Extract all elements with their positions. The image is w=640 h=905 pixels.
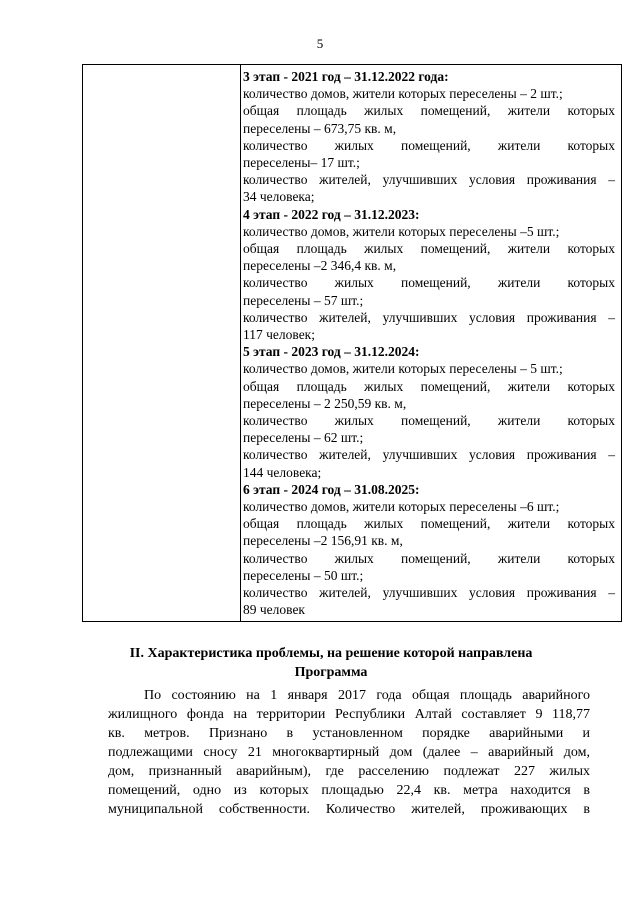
stage-line: переселены –2 156,91 кв. м, [243, 533, 403, 549]
stage-line: количество жилых помещений, жители которых [243, 275, 615, 291]
stage-line: 117 человек; [243, 327, 315, 343]
stage-line: 34 человека; [243, 189, 315, 205]
stage-line: 144 человека; [243, 464, 322, 480]
stages-table [82, 64, 622, 622]
stage-line: переселены – 673,75 кв. м, [243, 120, 397, 136]
stage-line: переселены – 57 шт.; [243, 292, 364, 308]
stage-line: переселены – 62 шт.; [243, 430, 364, 446]
stage-line: количество домов, жители которых переселены – 2 шт.; [243, 86, 563, 102]
paragraph-line: жилищного фонда на территории Республики Алтай составляет 9 118,77 [108, 707, 590, 722]
stage-line: количество жилых помещений, жители которых [243, 550, 615, 566]
stage-line: общая площадь жилых помещений, жители которых [243, 378, 615, 394]
paragraph-line: подлежащими сносу 21 многоквартирный дом (далее – аварийный дом, [108, 745, 590, 760]
section-heading-line2: Программа [294, 665, 368, 680]
paragraph-line: кв. метров. Признано в установленном порядке аварийными и [108, 726, 590, 741]
stage-line: переселены – 50 шт.; [243, 567, 364, 583]
section-heading-line1: II. Характеристика проблемы, на решение которой направлена [129, 646, 533, 661]
paragraph-line: По состоянию на 1 января 2017 года общая площадь аварийного [144, 688, 590, 703]
stage-line: количество жителей, улучшивших условия проживания – [243, 585, 615, 601]
stage-title: 3 этап - 2021 год – 31.12.2022 года: [243, 69, 449, 84]
stage-line: общая площадь жилых помещений, жители которых [243, 241, 615, 257]
stage-line: количество жителей, улучшивших условия проживания – [243, 309, 615, 325]
stage-title: 4 этап - 2022 год – 31.12.2023: [243, 206, 420, 222]
stage-line: общая площадь жилых помещений, жители которых [243, 103, 615, 119]
stage-line: общая площадь жилых помещений, жители которых [243, 516, 615, 532]
stage-title: 5 этап - 2023 год – 31.12.2024: [243, 344, 420, 360]
stage-line: количество домов, жители которых переселены –5 шт.; [243, 223, 560, 239]
paragraph-line: муниципальной собственности. Количество жителей, проживающих в [108, 802, 590, 817]
paragraph-line: дом, признанный аварийным), где расселению подлежат 227 жилых [108, 764, 590, 779]
stage-line: количество жилых помещений, жители которых [243, 137, 615, 153]
stage-line: количество домов, жители которых переселены – 5 шт.; [243, 361, 563, 377]
stage-line: 89 человек [243, 602, 305, 618]
paragraph-line: помещений, одно из которых площадью 22,4 кв. метра находится в [108, 783, 590, 798]
stage-line: переселены – 2 250,59 кв. м, [243, 395, 407, 411]
stage-title: 6 этап - 2024 год – 31.08.2025: [243, 481, 420, 497]
stage-line: количество жителей, улучшивших условия проживания – [243, 172, 615, 188]
table-column-divider [240, 65, 241, 621]
section-paragraph [108, 686, 590, 819]
stage-line: количество жилых помещений, жители которых [243, 413, 615, 429]
stages-cell [243, 68, 615, 619]
stage-line: переселены– 17 шт.; [243, 155, 360, 171]
stage-line: переселены –2 346,4 кв. м, [243, 258, 397, 274]
page-number: 5 [316, 36, 324, 51]
section-heading [96, 644, 566, 682]
stage-line: количество жителей, улучшивших условия проживания – [243, 447, 615, 463]
stage-line: количество домов, жители которых переселены –6 шт.; [243, 499, 560, 515]
